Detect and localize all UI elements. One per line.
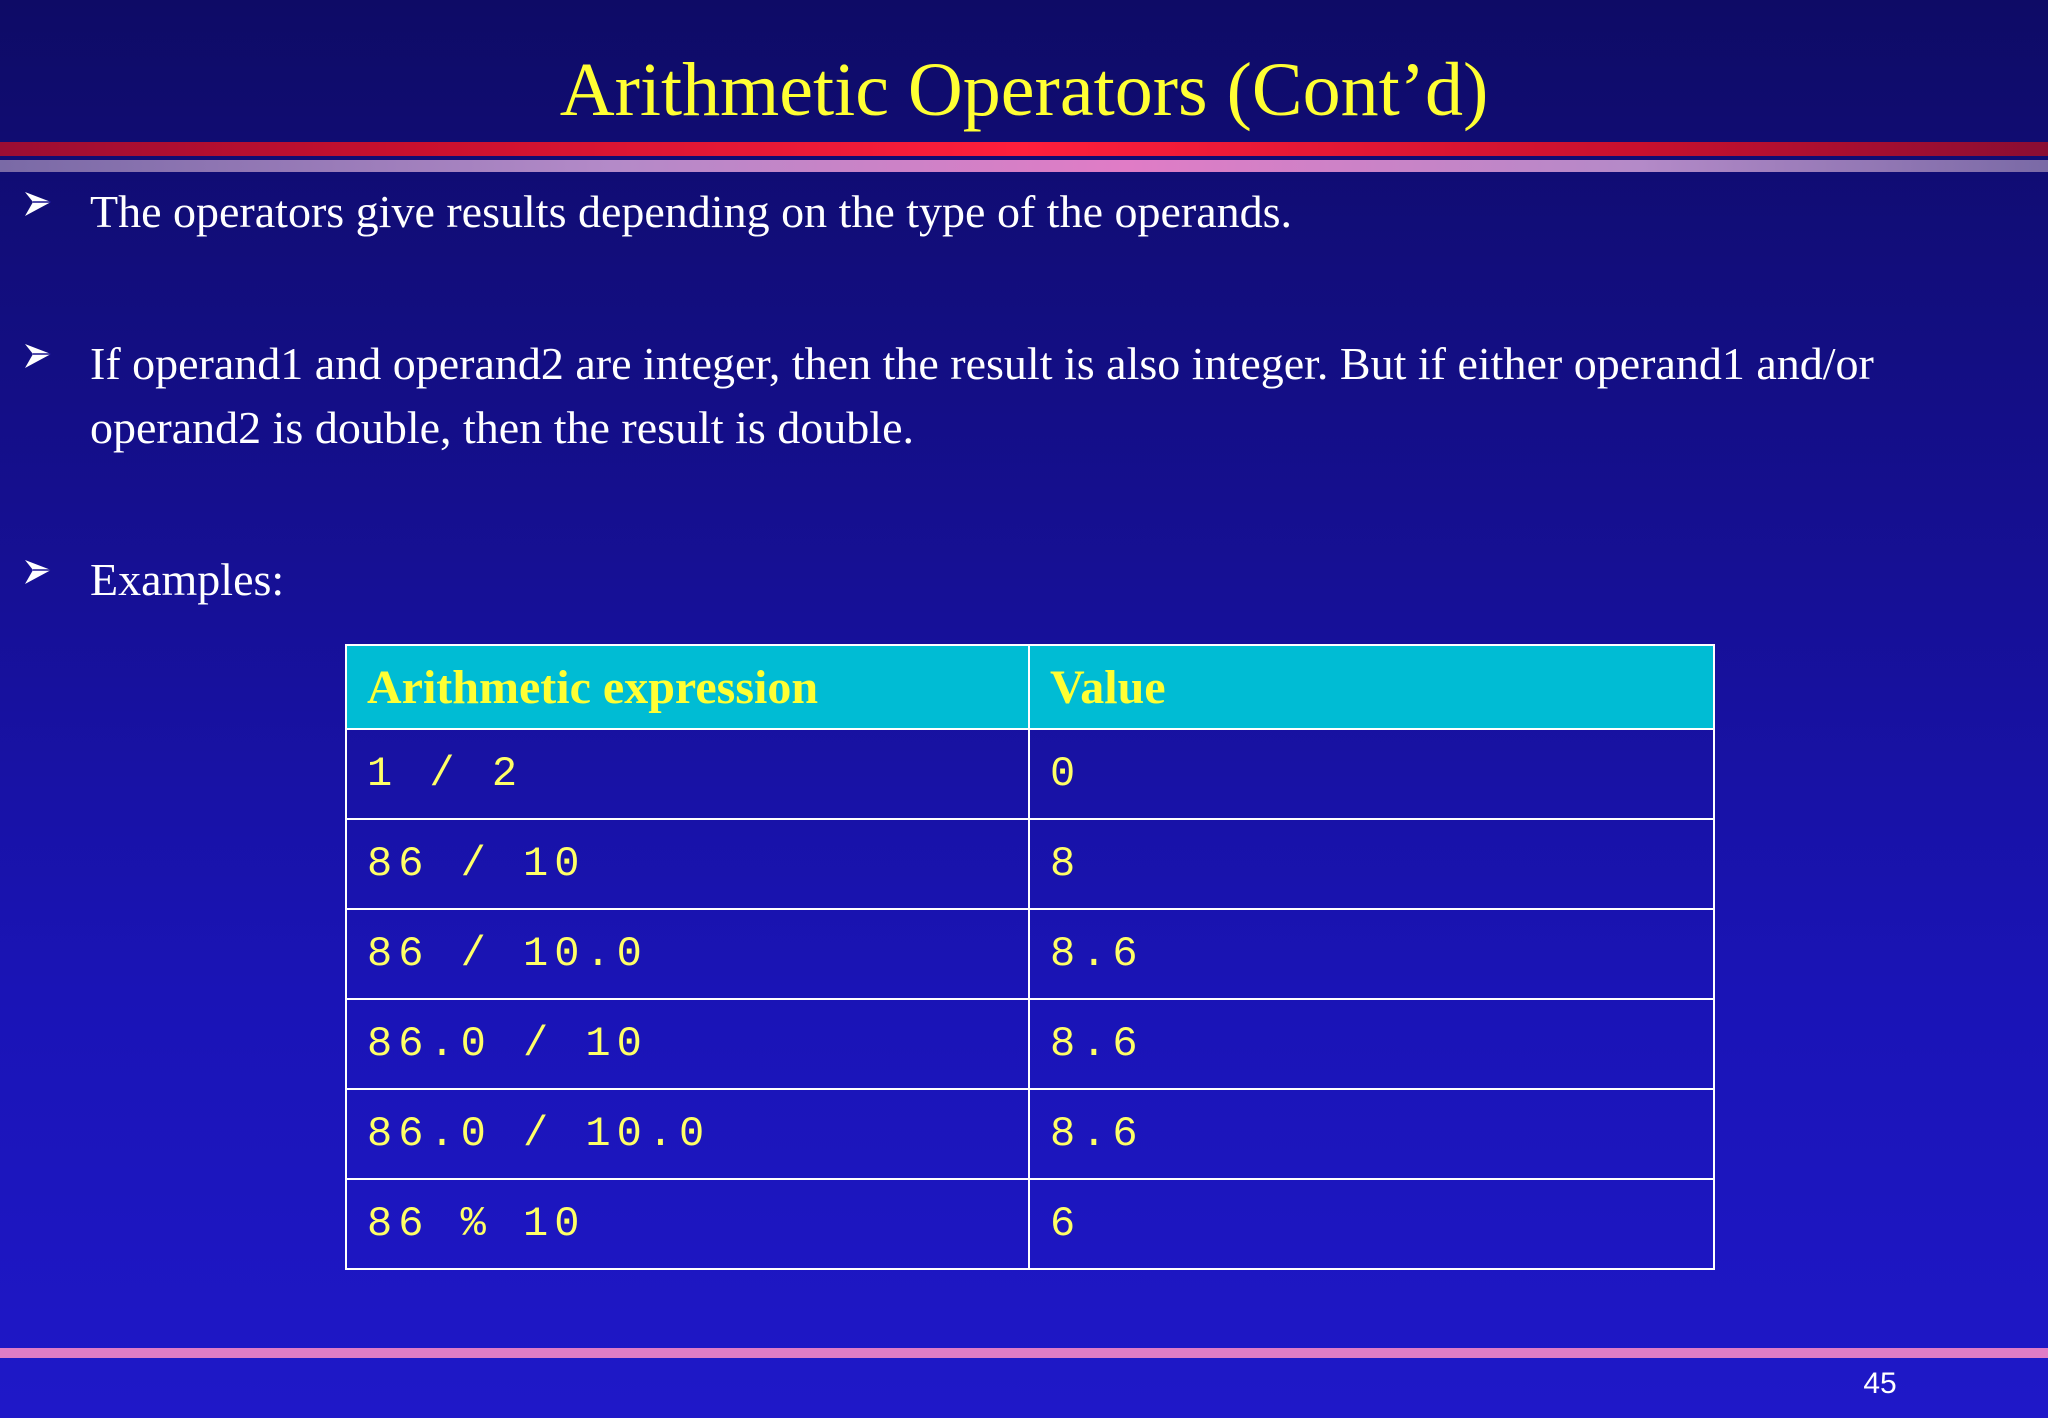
value-cell: 8 bbox=[1029, 819, 1714, 909]
page-number: 45 bbox=[1863, 1367, 1897, 1400]
value-cell: 8.6 bbox=[1029, 999, 1714, 1089]
column-header-value: Value bbox=[1029, 645, 1714, 729]
bullet-text: If operand1 and operand2 are integer, then the result is also integer. But if either operand1 and/or operand2 is double, then the result is double. bbox=[90, 338, 1874, 453]
expression-cell: 1 / 2 bbox=[346, 729, 1029, 819]
table-row bbox=[346, 1089, 1714, 1179]
arrowhead-bullet-icon bbox=[22, 340, 54, 372]
expression-cell: 86 / 10.0 bbox=[346, 909, 1029, 999]
table-row bbox=[346, 819, 1714, 909]
table-row bbox=[346, 909, 1714, 999]
title-divider-pink bbox=[0, 160, 2048, 172]
column-header-expression: Arithmetic expression bbox=[346, 645, 1029, 729]
title-divider-red bbox=[0, 142, 2048, 156]
expression-cell: 86.0 / 10.0 bbox=[346, 1089, 1029, 1179]
table-row bbox=[346, 1179, 1714, 1269]
examples-table bbox=[345, 644, 1715, 1270]
slide-title: Arithmetic Operators (Cont’d) bbox=[559, 48, 1489, 132]
value-cell: 8.6 bbox=[1029, 1089, 1714, 1179]
table-row bbox=[346, 999, 1714, 1089]
arrowhead-bullet-icon bbox=[22, 188, 54, 220]
footer-divider bbox=[0, 1348, 2048, 1358]
value-cell: 8.6 bbox=[1029, 909, 1714, 999]
value-cell: 0 bbox=[1029, 729, 1714, 819]
bullet-text: The operators give results depending on the type of the operands. bbox=[90, 186, 1293, 237]
expression-cell: 86 % 10 bbox=[346, 1179, 1029, 1269]
table-header-row bbox=[346, 645, 1714, 729]
expression-cell: 86 / 10 bbox=[346, 819, 1029, 909]
value-cell: 6 bbox=[1029, 1179, 1714, 1269]
examples-table-container bbox=[345, 644, 1713, 1270]
arrowhead-bullet-icon bbox=[22, 556, 54, 588]
expression-cell: 86.0 / 10 bbox=[346, 999, 1029, 1089]
bullet-text: Examples: bbox=[90, 554, 285, 605]
table-row bbox=[346, 729, 1714, 819]
